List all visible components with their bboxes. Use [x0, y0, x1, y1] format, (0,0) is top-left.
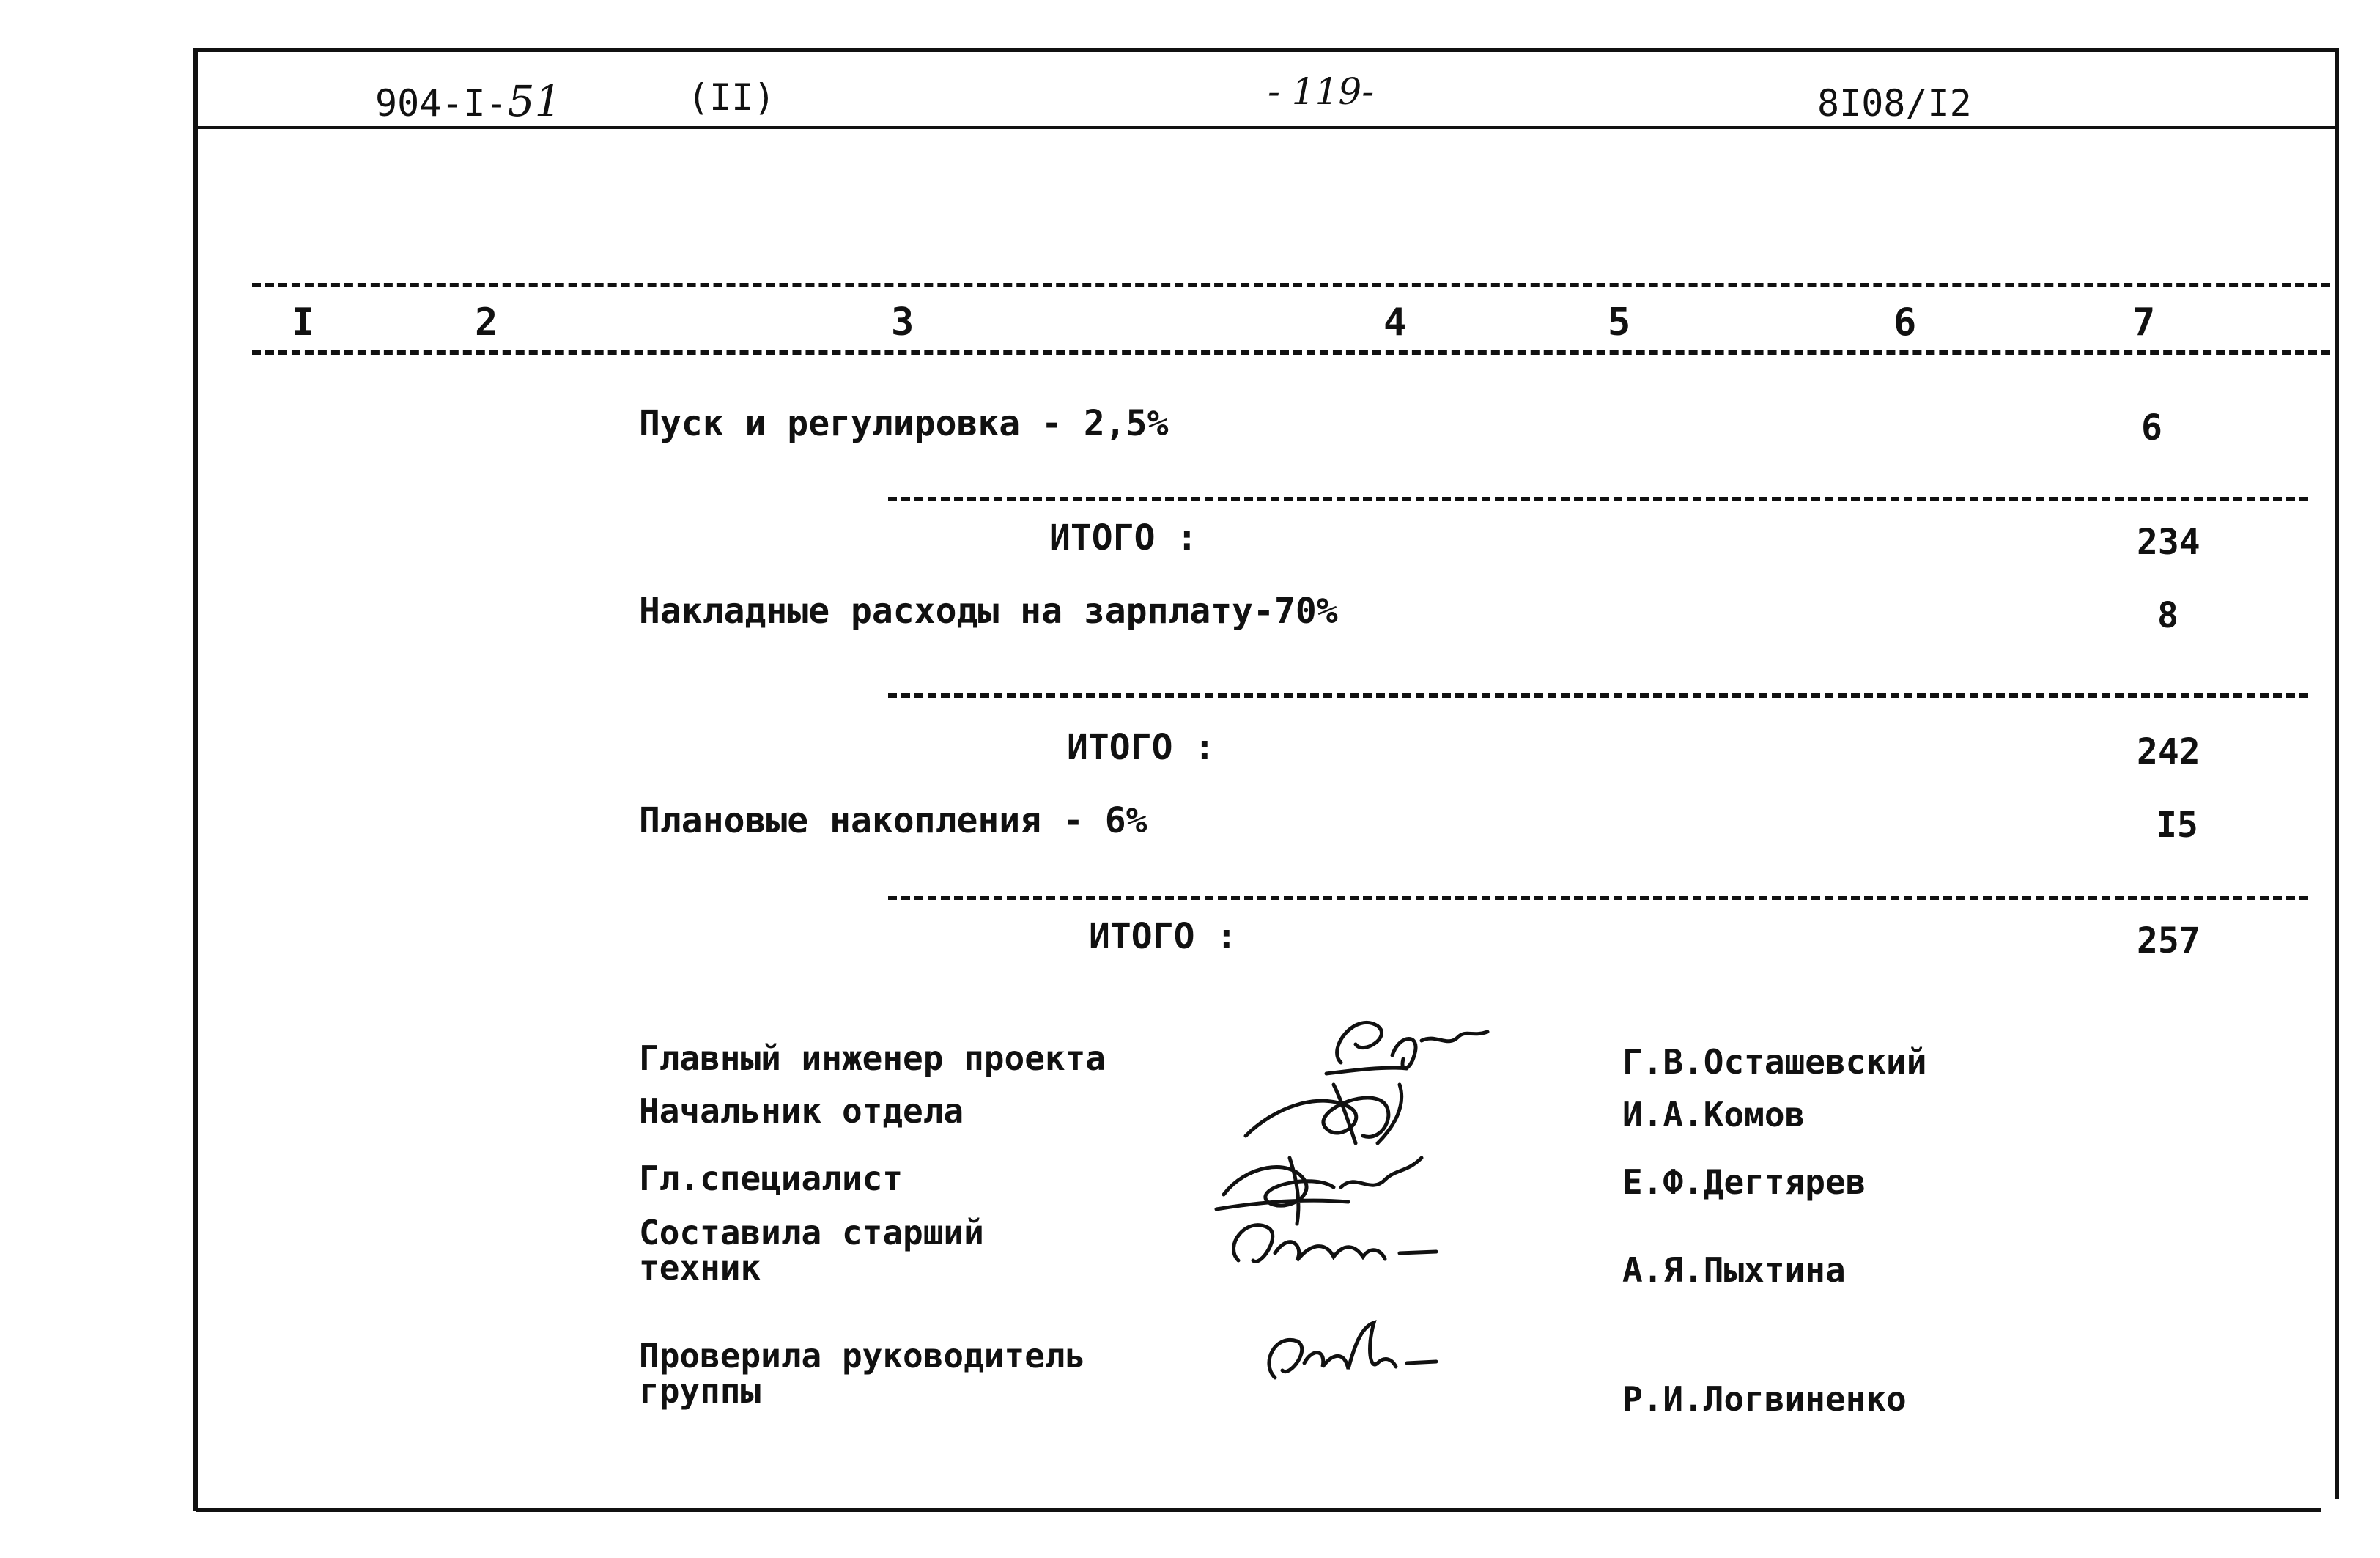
subtotal-rule-1 — [888, 497, 2308, 501]
signer-title-compiler-line1: Составила старший — [639, 1213, 984, 1252]
subtotal-2-label: ИТОГО : — [1067, 727, 1216, 768]
row-startup-adjustment-value: 6 — [2141, 407, 2162, 448]
signer-title-reviewer-line2: группы — [639, 1371, 761, 1411]
subtotal-1-label: ИТОГО : — [1049, 517, 1198, 558]
project-code-printed: 904-I- — [375, 82, 508, 125]
column-number-1: I — [292, 300, 315, 344]
signer-name-chief-engineer: Г.В.Осташевский — [1622, 1042, 1927, 1082]
total-value: 257 — [2137, 920, 2200, 961]
column-number-2: 2 — [475, 300, 498, 344]
row-planned-savings-value: I5 — [2156, 805, 2198, 846]
column-header-top-rule — [252, 283, 2330, 287]
column-number-5: 5 — [1608, 300, 1631, 344]
row-startup-adjustment-label: Пуск и регулировка - 2,5% — [639, 403, 1169, 444]
row-planned-savings-label: Плановые накопления - 6% — [639, 800, 1148, 841]
signer-title-reviewer-line1: Проверила руководитель — [639, 1336, 1086, 1376]
signer-title-department-head: Начальник отдела — [639, 1091, 964, 1131]
frame-top-border — [196, 48, 2335, 52]
subtotal-1-value: 234 — [2137, 522, 2200, 563]
total-label: ИТОГО : — [1089, 916, 1238, 957]
page-number: - 119- — [1268, 70, 1375, 113]
column-number-7: 7 — [2132, 300, 2156, 344]
subtotal-rule-3 — [888, 896, 2308, 900]
signer-title-chief-specialist: Гл.специалист — [639, 1159, 903, 1198]
signer-title-compiler-line2: техник — [639, 1248, 761, 1288]
handwritten-signature-compiler — [1209, 1209, 1451, 1282]
signer-title-reviewer — [639, 1338, 1085, 1409]
signer-name-department-head: И.А.Комов — [1622, 1095, 1806, 1134]
signer-name-compiler: А.Я.Пыхтина — [1622, 1250, 1846, 1290]
volume-number: (II) — [687, 76, 776, 119]
row-overhead-value: 8 — [2157, 595, 2178, 636]
column-number-6: 6 — [1893, 300, 1917, 344]
frame-bottom-border — [196, 1508, 2321, 1512]
project-code — [375, 76, 561, 126]
subtotal-2-value: 242 — [2137, 731, 2200, 772]
column-header-bottom-rule — [252, 350, 2330, 355]
handwritten-signature-reviewer — [1246, 1312, 1451, 1392]
column-number-4: 4 — [1383, 300, 1407, 344]
column-number-3: 3 — [891, 300, 914, 344]
row-overhead-label: Накладные расходы на зарплату-70% — [639, 591, 1338, 632]
signer-name-chief-specialist: Е.Ф.Дегтярев — [1622, 1162, 1866, 1202]
header-divider — [196, 126, 2335, 129]
signer-title-compiler — [639, 1213, 984, 1288]
frame-right-border — [2335, 48, 2339, 1499]
frame-left-border — [193, 48, 198, 1511]
subtotal-rule-2 — [888, 693, 2308, 698]
signer-title-chief-engineer: Главный инженер проекта — [639, 1038, 1106, 1078]
project-code-handwritten: 51 — [507, 76, 562, 126]
signer-name-reviewer: Р.И.Логвиненко — [1622, 1379, 1907, 1419]
document-number: 8I08/I2 — [1817, 82, 1972, 125]
